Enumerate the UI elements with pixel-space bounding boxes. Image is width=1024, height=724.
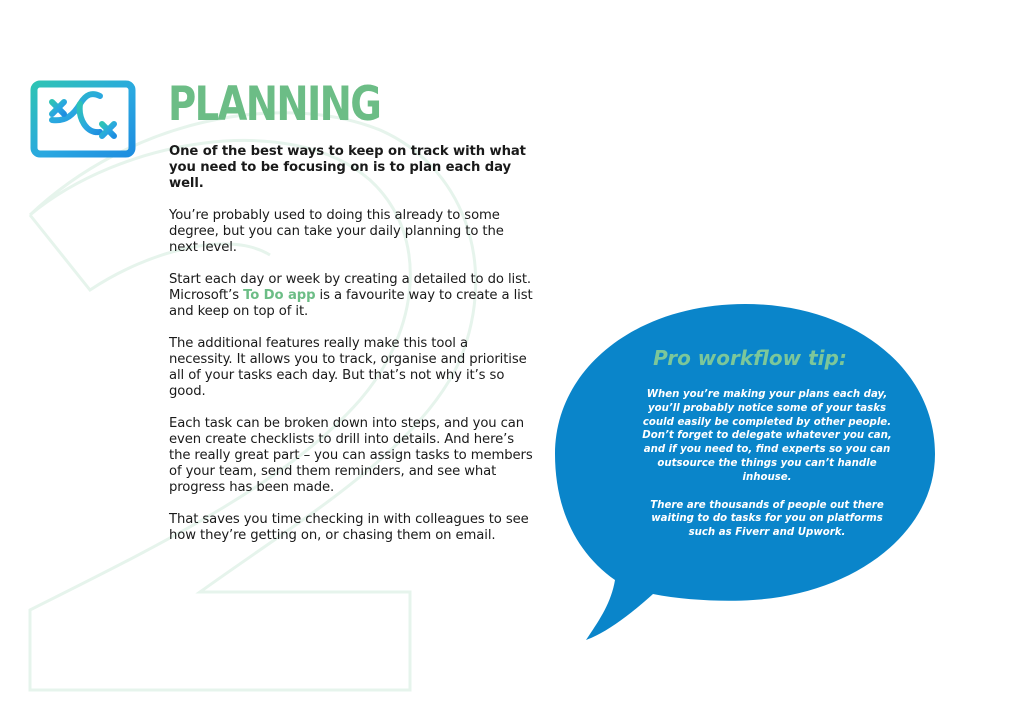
paragraph-daily-planning: You’re probably used to doing this already to some degree, but you can take your daily planning to the next level. [169, 208, 504, 255]
paragraph-to-do-list [169, 272, 535, 320]
paragraph-to-do-list-end: is a favourite way to create a list and keep on top of it. [169, 288, 533, 319]
planner-board-icon [30, 74, 140, 186]
paragraph-features: The additional features really make this tool a necessity. It allows you to track, organise and prioritise all of your tasks each day. But that’s not why it’s so good. [169, 336, 527, 399]
page-title: PLANNING [168, 77, 381, 132]
paragraph-to-do-list-start: Start each day or week by creating a detailed to do list. Microsoft’s [169, 272, 532, 303]
to-do-app-link[interactable]: To Do app [243, 288, 316, 303]
paragraph-saves-time: That saves you time checking in with colleagues to see how they’re getting on, or chasing them on email. [169, 512, 529, 543]
paragraph-steps-checklists: Each task can be broken down into steps, and you can even create checklists to drill into details. And here’s the really great part – you can assign tasks to members of your team, send them reminders, and see what progress has been made. [169, 416, 533, 495]
tip-paragraph-platforms: There are thousands of people out there waiting to do tasks for you on platforms such as Fiverr and Upwork. [650, 499, 884, 539]
tip-paragraph-delegate: When you’re making your plans each day, you’ll probably notice some of your tasks could easily be completed by other people. Don’t forget to delegate whatever you can, and if you need to, find experts so you can outsource the things you can’t handle inhouse. [642, 389, 892, 483]
tip-title: Pro workflow tip: [653, 346, 847, 370]
article-body [169, 144, 535, 560]
lead-paragraph: One of the best ways to keep on track with what you need to be focusing on is to plan each day well. [169, 144, 526, 191]
tip-body [640, 388, 894, 554]
